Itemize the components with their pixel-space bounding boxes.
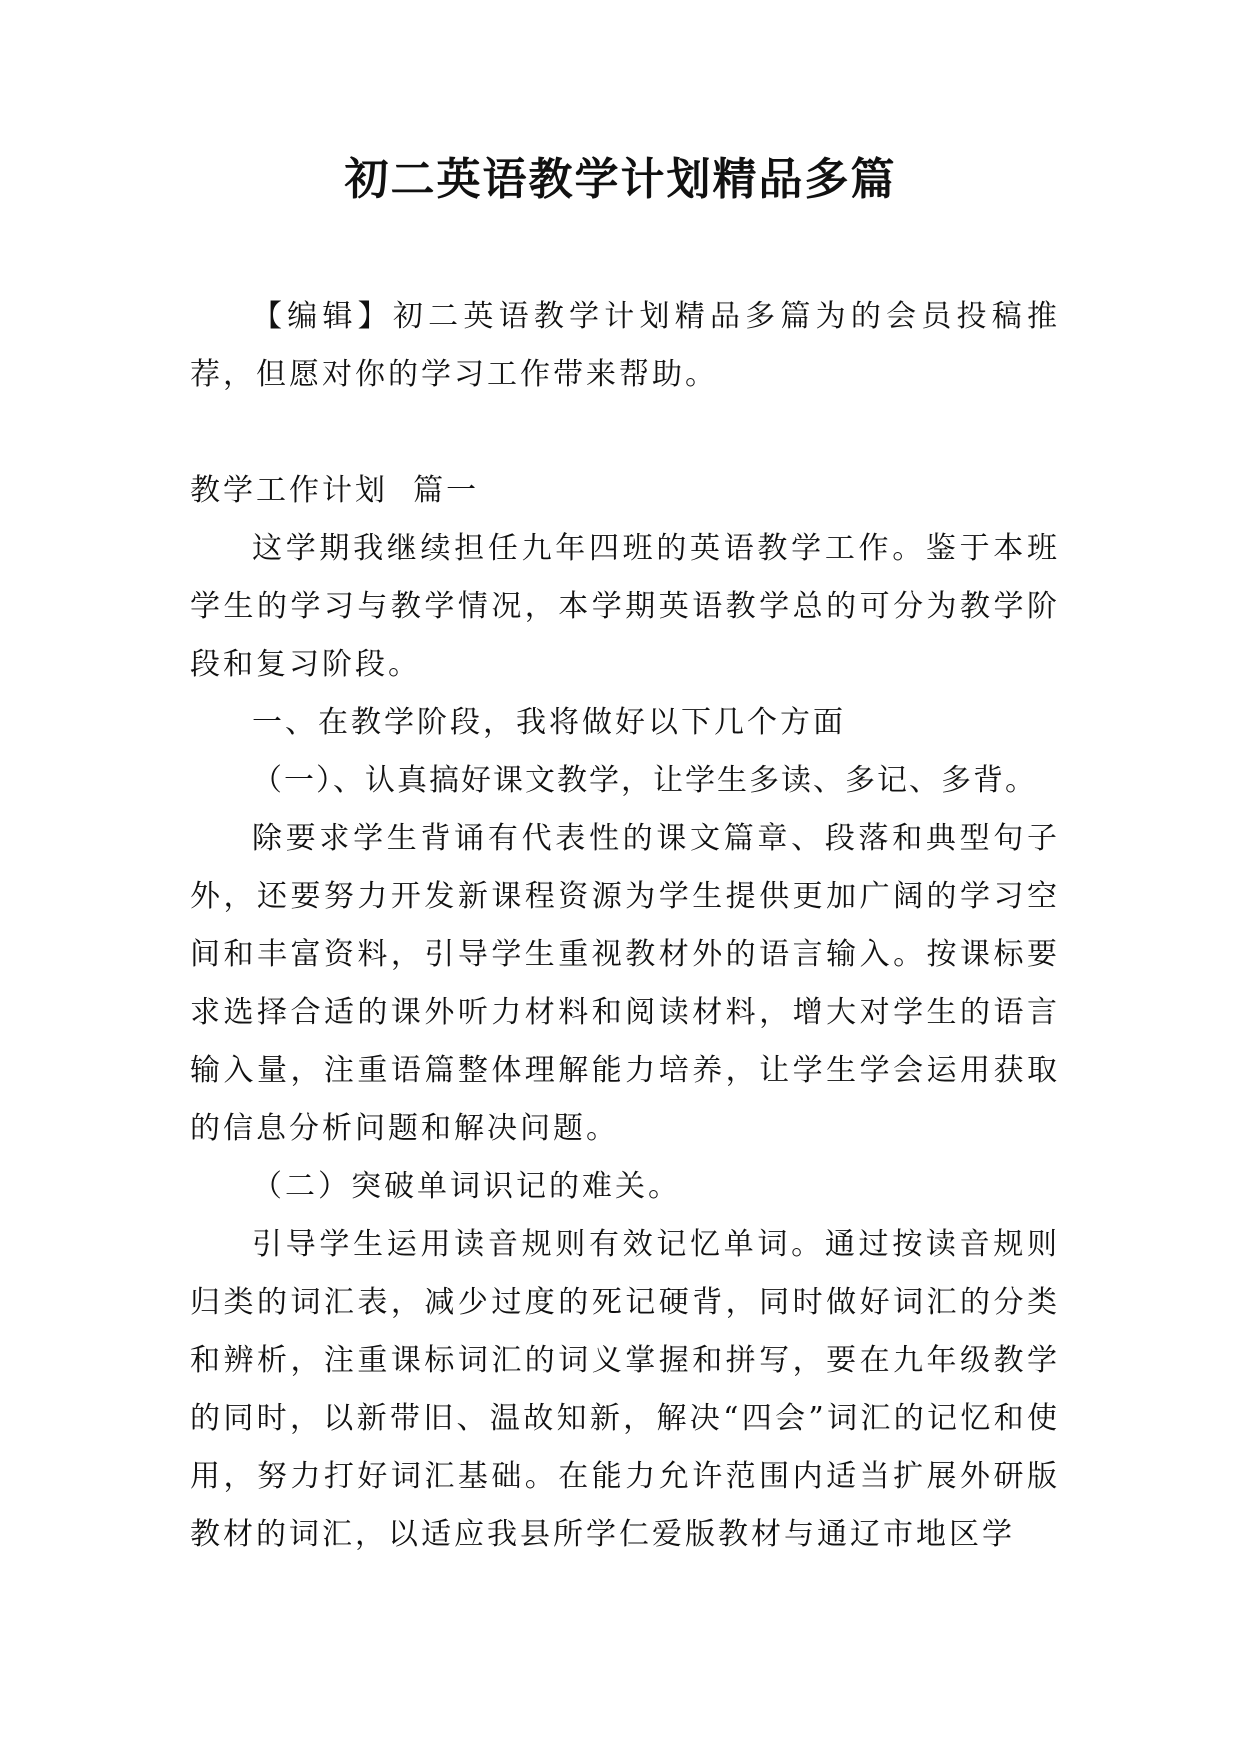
document-title: 初二英语教学计划精品多篇: [344, 154, 897, 205]
paragraph: 一、在教学阶段，我将做好以下几个方面: [252, 705, 846, 740]
section-heading: 教学工作计划 篇一: [190, 473, 480, 508]
paragraph: （一）、认真搞好课文教学，让学生多读、多记、多背。: [252, 763, 1037, 798]
paragraph: 除要求学生背诵有代表性的课文篇章、段落和典型句子外，还要努力开发新课程资源为学生提供更加广阔的学习空间和丰富资料，引导学生重视教材外的语言输入。按课标要求选择合适的课外听力材料和阅读材料，增大对学生的语言输入量，注重语篇整体理解能力培养，让学生学会运用获取的信息分析问题和解决问题。: [190, 821, 1060, 1146]
paragraph: （二）突破单词识记的难关。: [252, 1169, 681, 1204]
paragraph: 引导学生运用读音规则有效记忆单词。通过按读音规则归类的词汇表，减少过度的死记硬背，同时做好词汇的分类和辨析，注重课标词汇的词义掌握和拼写，要在九年级教学的同时，以新带旧、温故知新，解决“四会”词汇的记忆和使用，努力打好词汇基础。在能力允许范围内适当扩展外研版教材的词汇，以适应我县所学仁爱版教材与通辽市地区学: [190, 1227, 1060, 1552]
intro-paragraph: 【编辑】初二英语教学计划精品多篇为的会员投稿推荐，但愿对你的学习工作带来帮助。: [190, 299, 1060, 392]
paragraph: 这学期我继续担任九年四班的英语教学工作。鉴于本班学生的学习与教学情况，本学期英语教学总的可分为教学阶段和复习阶段。: [190, 531, 1060, 682]
document-body: [190, 288, 1060, 1564]
